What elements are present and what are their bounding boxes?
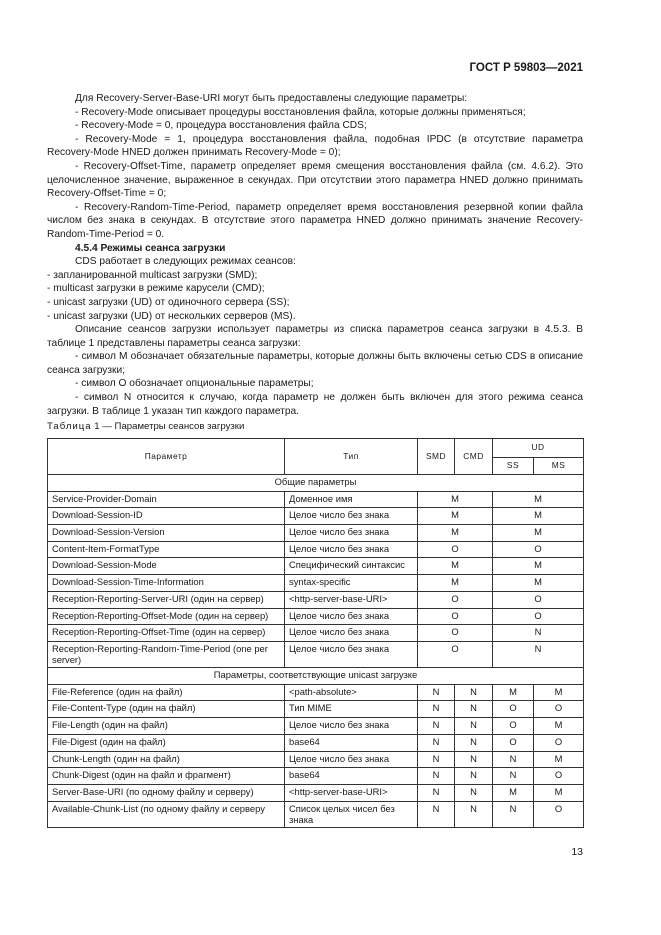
table-section-row [48,668,584,685]
cell-param: Download-Session-ID [48,508,285,525]
cell-multicast: M [418,508,493,525]
cell-type: <path-absolute> [285,684,418,701]
cell-type: Целое число без знака [285,641,418,667]
cell-ud: N [493,625,584,642]
cell-param: Content-Item-FormatType [48,541,285,558]
cell-param: Download-Session-Mode [48,558,285,575]
table-row [48,591,584,608]
cell-type: syntax-specific [285,575,418,592]
cell-smd: N [418,801,455,827]
table-row [48,701,584,718]
body-text [47,92,583,418]
cell-type: Целое число без знака [285,608,418,625]
cell-ud: M [493,558,584,575]
cell-smd: N [418,734,455,751]
cell-cmd: N [455,768,493,785]
cell-ud: O [493,591,584,608]
paragraph: - символ M обозначает обязательные параметры, которые должны быть включены сетью CDS в описание сеанса загрузки; [47,351,583,376]
cell-multicast: M [418,575,493,592]
cell-ms: O [534,768,584,785]
paragraph: - Recovery-Random-Time-Period, параметр определяет время восстановления резервной копии файла числом без знака в секундах. В отсутствие этого параметра HNED должно принимать значение Recovery-Random-Time-Period = 0. [47,201,583,240]
cell-param: File-Content-Type (один на файл) [48,701,285,718]
cell-param: Available-Chunk-List (по одному файлу и серверу [48,801,285,827]
cell-param: Server-Base-URI (по одному файлу и серверу) [48,784,285,801]
section-title: Параметры, соответствующие unicast загрузке [48,668,584,685]
cell-ss: N [493,751,534,768]
table-section-row [48,475,584,492]
paragraph: Описание сеансов загрузки использует параметры из списка параметров сеанса загрузки в 4.5.3. В таблице 1 представлены параметры сеанса загрузки: [47,324,583,349]
table-caption-label: Таблица [47,421,92,432]
table-row [48,625,584,642]
cell-type: Целое число без знака [285,525,418,542]
section-heading: 4.5.4 Режимы сеанса загрузки [75,242,226,254]
cell-ms: M [534,684,584,701]
cell-ud: M [493,575,584,592]
cell-multicast: O [418,608,493,625]
table-row [48,508,584,525]
cell-type: Доменное имя [285,491,418,508]
cell-param: Download-Session-Time-Information [48,575,285,592]
paragraph: Для Recovery-Server-Base-URI могут быть предоставлены следующие параметры: [75,93,468,104]
header-ms: MS [534,458,584,475]
cell-cmd: N [455,718,493,735]
table-row [48,734,584,751]
cell-multicast: O [418,641,493,667]
cell-param: Reception-Reporting-Offset-Time (один на сервер) [48,625,285,642]
cell-type: Целое число без знака [285,751,418,768]
paragraph: - Recovery-Mode = 0, процедура восстановления файла CDS; [75,120,367,132]
cell-ud: M [493,491,584,508]
header-smd: SMD [418,439,455,475]
cell-ms: O [534,701,584,718]
header-type: Тип [285,439,418,475]
cell-multicast: O [418,625,493,642]
table-row [48,751,584,768]
cell-ss: M [493,784,534,801]
cell-ss: N [493,801,534,827]
cell-type: Специфический синтаксис [285,558,418,575]
paragraph: - Recovery-Mode = 1, процедура восстановления файла, подобная IPDC (в отсутствие параметра Recovery-Mode HNED должен принимать Recovery-Mode = 0); [47,133,583,159]
cell-cmd: N [455,784,493,801]
table-caption-text: 1 — Параметры сеансов загрузки [94,421,245,432]
cell-cmd: N [455,701,493,718]
cell-smd: N [418,751,455,768]
table-row [48,784,584,801]
table-row [48,491,584,508]
cell-smd: N [418,784,455,801]
paragraph: - символ O обозначает опциональные параметры; [75,378,314,390]
header-ud: UD [493,439,584,458]
paragraph: - unicast загрузки (UD) от одиночного сервера (SS); [47,296,290,308]
table-row [48,541,584,558]
paragraph: - запланированной multicast загрузки (SMD); [47,269,258,281]
cell-param: Reception-Reporting-Server-URI (один на сервер) [48,591,285,608]
cell-param: File-Reference (один на файл) [48,684,285,701]
table-caption [47,421,244,432]
cell-param: Reception-Reporting-Offset-Mode (один на сервер) [48,608,285,625]
cell-param: Download-Session-Version [48,525,285,542]
cell-param: File-Length (один на файл) [48,718,285,735]
header-param: Параметр [48,439,285,475]
paragraph: CDS работает в следующих режимах сеансов: [75,256,296,268]
table-row [48,608,584,625]
cell-ms: M [534,718,584,735]
paragraph: - unicast загрузки (UD) от нескольких серверов (MS). [47,310,296,322]
cell-ss: M [493,684,534,701]
cell-ms: O [534,734,584,751]
cell-ud: O [493,541,584,558]
cell-param: Service-Provider-Domain [48,491,285,508]
cell-cmd: N [455,751,493,768]
table-row [48,558,584,575]
cell-ud: M [493,508,584,525]
cell-ud: M [493,525,584,542]
cell-multicast: O [418,541,493,558]
cell-type: <http-server-base-URI> [285,784,418,801]
cell-multicast: M [418,525,493,542]
table-row [48,768,584,785]
cell-multicast: O [418,591,493,608]
cell-cmd: N [455,684,493,701]
header-cmd: CMD [455,439,493,475]
cell-param: Reception-Reporting-Random-Time-Period (one per server) [48,641,285,667]
cell-param: Chunk-Length (один на файл) [48,751,285,768]
cell-param: Chunk-Digest (один на файл и фрагмент) [48,768,285,785]
cell-smd: N [418,768,455,785]
cell-type: Целое число без знака [285,541,418,558]
table-row [48,575,584,592]
cell-type: Список целых чисел без знака [285,801,418,827]
cell-ss: O [493,701,534,718]
cell-ud: N [493,641,584,667]
cell-ms: M [534,751,584,768]
cell-cmd: N [455,734,493,751]
table-row [48,641,584,667]
cell-ss: O [493,734,534,751]
cell-multicast: M [418,491,493,508]
document-id: ГОСТ Р 59803—2021 [469,62,583,74]
cell-type: Тип MIME [285,701,418,718]
cell-type: <http-server-base-URI> [285,591,418,608]
cell-smd: N [418,684,455,701]
cell-param: File-Digest (один на файл) [48,734,285,751]
cell-type: Целое число без знака [285,625,418,642]
section-title: Общие параметры [48,475,584,492]
table-row [48,684,584,701]
cell-ud: O [493,608,584,625]
cell-ss: O [493,718,534,735]
cell-ss: N [493,768,534,785]
paragraph: - multicast загрузки в режиме карусели (CMD); [47,283,265,295]
header-ss: SS [493,458,534,475]
cell-type: Целое число без знака [285,508,418,525]
cell-type: base64 [285,734,418,751]
cell-smd: N [418,718,455,735]
cell-cmd: N [455,801,493,827]
cell-smd: N [418,701,455,718]
page-number: 13 [571,846,583,858]
paragraph: - Recovery-Mode описывает процедуры восстановления файла, которые должны применяться; [75,106,526,118]
parameters-table [47,438,584,828]
table-row [48,718,584,735]
cell-type: Целое число без знака [285,718,418,735]
cell-multicast: M [418,558,493,575]
table-row [48,525,584,542]
cell-ms: M [534,784,584,801]
table-row [48,801,584,827]
cell-type: base64 [285,768,418,785]
paragraph: - Recovery-Offset-Time, параметр определяет время смещения восстановления файла (см. 4.6.2). Это целочисленное значение, выраженное в секундах. При отсутствии этого параметра HNED должно принимать Recovery-Offset-Time = 0; [47,160,583,200]
cell-ms: O [534,801,584,827]
paragraph: - символ N относится к случаю, когда параметр не должен быть включен для этого режима сеанса загрузки. В таблице 1 указан тип каждого параметра. [47,392,583,417]
